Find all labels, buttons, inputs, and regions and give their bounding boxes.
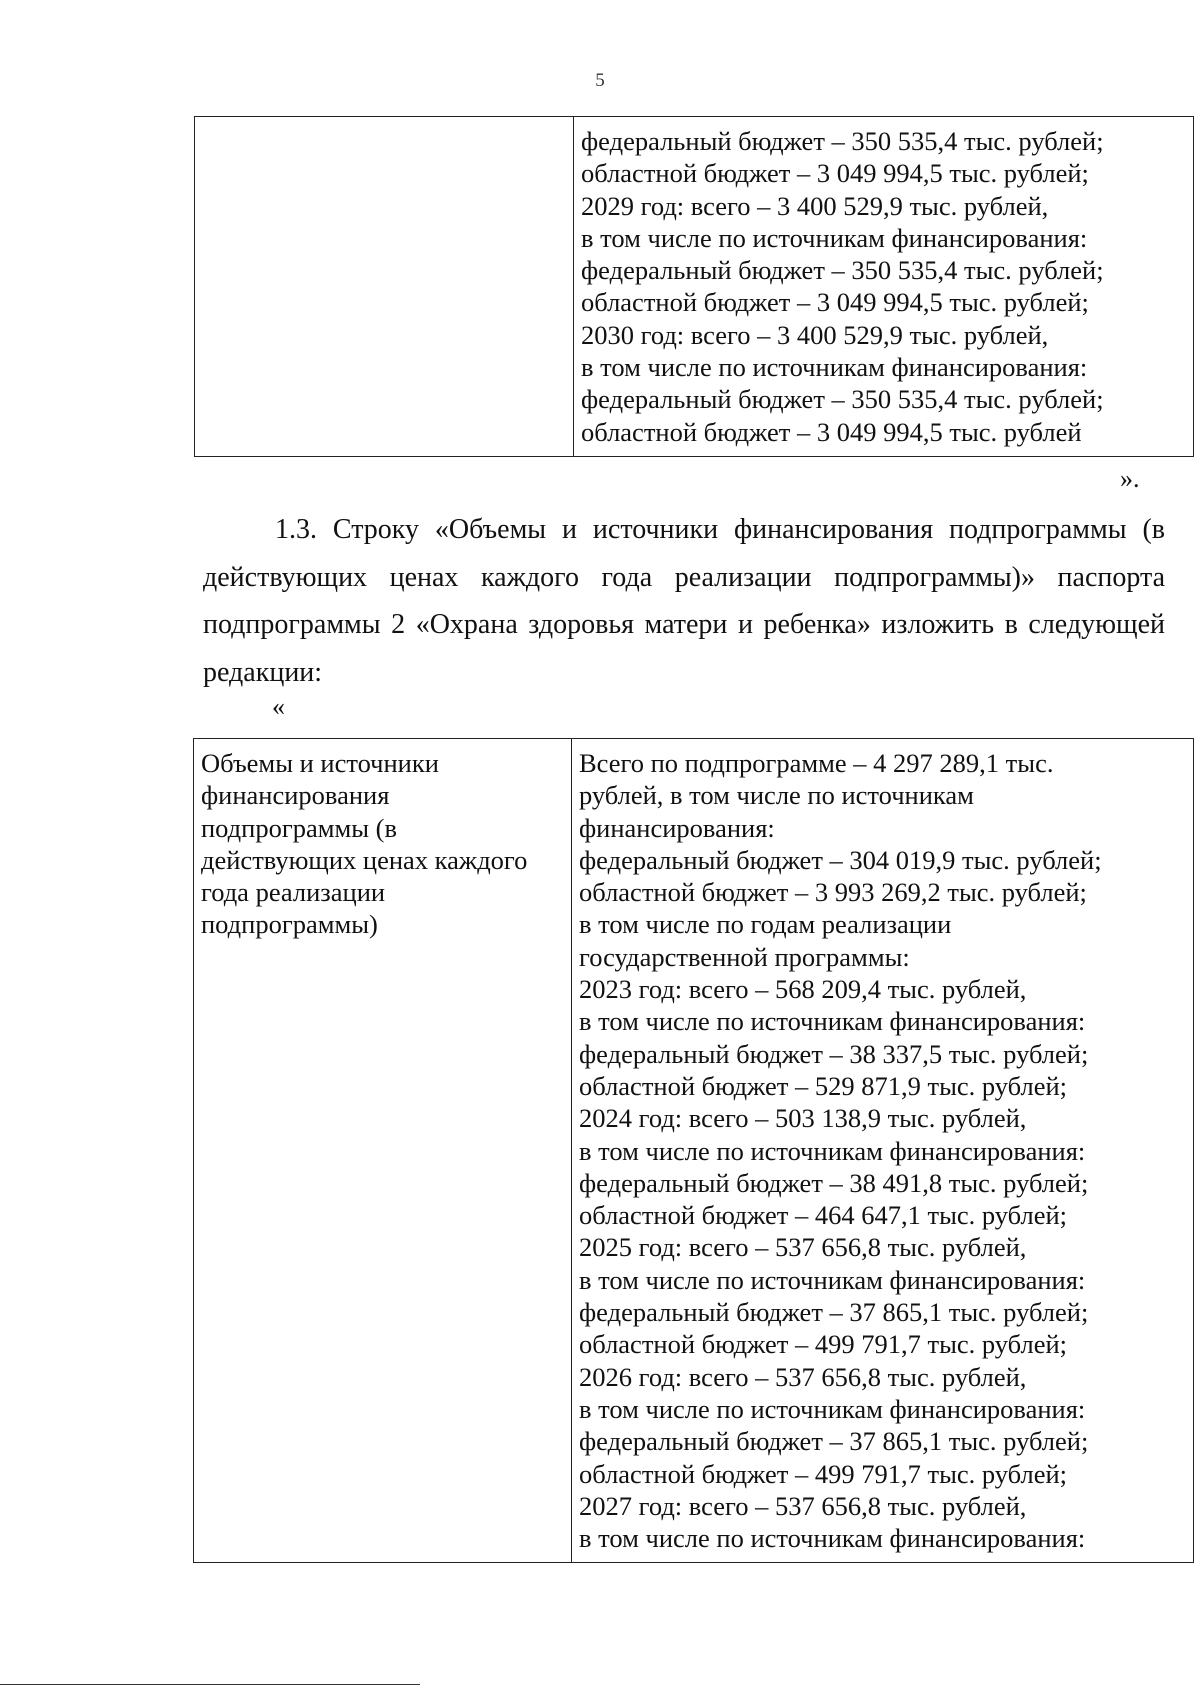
cell-text-line: финансирования [201, 780, 390, 811]
paragraph-line: 1.3. Строку «Объемы и источники финансирования подпрограммы (в [275, 514, 1165, 545]
cell-text-line: 2024 год: всего – 503 138,9 тыс. рублей, [579, 1103, 1027, 1134]
cell-text-line: в том числе по источникам финансирования: [579, 1264, 1086, 1295]
cell-text-line: 2029 год: всего – 3 400 529,9 тыс. рублей, [581, 190, 1049, 221]
cell-text-line: областной бюджет – 499 791,7 тыс. рублей; [579, 1329, 1068, 1360]
cell-text-line: федеральный бюджет – 350 535,4 тыс. рублей; [581, 126, 1104, 156]
cell-text-line: в том числе по источникам финансирования: [581, 352, 1088, 383]
cell-text-line: в том числе по источникам финансирования: [579, 1523, 1086, 1554]
table-cell-label [194, 739, 572, 1563]
paragraph-line: подпрограммы 2 «Охрана здоровья матери и ребенка» изложить в следующей [203, 609, 1165, 640]
table-cell-value [572, 739, 1194, 1563]
cell-text-line: рублей, в том числе по источникам [579, 780, 974, 811]
cell-text-line: федеральный бюджет – 38 491,8 тыс. рублей; [579, 1167, 1089, 1198]
cell-text-line: 2026 год: всего – 537 656,8 тыс. рублей, [579, 1361, 1027, 1392]
cell-text-line: финансирования: [579, 812, 775, 843]
cell-text-line: федеральный бюджет – 350 535,4 тыс. рублей; [581, 384, 1104, 415]
cell-text-line: федеральный бюджет – 37 865,1 тыс. рублей; [579, 1297, 1089, 1328]
cell-text-line: областной бюджет – 499 791,7 тыс. рублей; [579, 1458, 1068, 1489]
cell-text-line: года реализации [201, 877, 386, 908]
table-row [194, 739, 1194, 1563]
amendment-paragraph [203, 506, 1165, 696]
opening-quote: « [272, 692, 285, 721]
paragraph-line: редакции: [203, 656, 323, 688]
footer-rule [0, 1684, 420, 1685]
cell-text-line: федеральный бюджет – 38 337,5 тыс. рублей; [579, 1038, 1089, 1069]
cell-text-line: областной бюджет – 464 647,1 тыс. рублей; [579, 1200, 1068, 1231]
cell-text-line: 2025 год: всего – 537 656,8 тыс. рублей, [579, 1232, 1027, 1263]
table-cell-value [574, 117, 1194, 457]
cell-text-line: 2030 год: всего – 3 400 529,9 тыс. рублей, [581, 319, 1049, 350]
financing-table-continued [194, 116, 1194, 457]
cell-text-line: государственной программы: [579, 941, 910, 972]
closing-quote: ». [1120, 464, 1140, 493]
cell-text-line: в том числе по источникам финансирования: [581, 222, 1088, 253]
paragraph-line: действующих ценах каждого года реализации подпрограммы)» паспорта [203, 561, 1165, 593]
cell-text-line: федеральный бюджет – 37 865,1 тыс. рублей; [579, 1426, 1089, 1457]
table-row [195, 117, 1194, 457]
cell-text-line: федеральный бюджет – 304 019,9 тыс. рублей; [579, 844, 1102, 875]
cell-text-line: областной бюджет – 3 049 994,5 тыс. рублей; [581, 287, 1089, 318]
cell-text-line: действующих ценах каждого [201, 844, 528, 875]
cell-text-line: подпрограммы) [201, 909, 378, 940]
cell-text-line: Объемы и источники [201, 748, 439, 778]
cell-text-line: подпрограммы (в [201, 812, 398, 843]
table-cell-label [195, 117, 574, 457]
cell-text-line: Всего по подпрограмме – 4 297 289,1 тыс. [579, 748, 1054, 778]
cell-text-line: областной бюджет – 529 871,9 тыс. рублей; [579, 1070, 1068, 1101]
cell-text-line: 2023 год: всего – 568 209,4 тыс. рублей, [579, 974, 1027, 1005]
financing-table-subprogram-2 [193, 738, 1194, 1563]
cell-text-line: в том числе по годам реализации [579, 909, 952, 940]
cell-text-line: в том числе по источникам финансирования: [579, 1006, 1086, 1037]
cell-text-line: областной бюджет – 3 049 994,5 тыс. рублей; [581, 158, 1089, 189]
cell-text-line: областной бюджет – 3 049 994,5 тыс. рублей [581, 416, 1082, 447]
page-number: 5 [595, 70, 605, 91]
cell-text-line: областной бюджет – 3 993 269,2 тыс. рублей; [579, 877, 1087, 908]
cell-text-line: в том числе по источникам финансирования: [579, 1135, 1086, 1166]
cell-text-line: в том числе по источникам финансирования: [579, 1393, 1086, 1424]
cell-text-line: 2027 год: всего – 537 656,8 тыс. рублей, [579, 1490, 1027, 1521]
cell-text-line: федеральный бюджет – 350 535,4 тыс. рублей; [581, 255, 1104, 286]
